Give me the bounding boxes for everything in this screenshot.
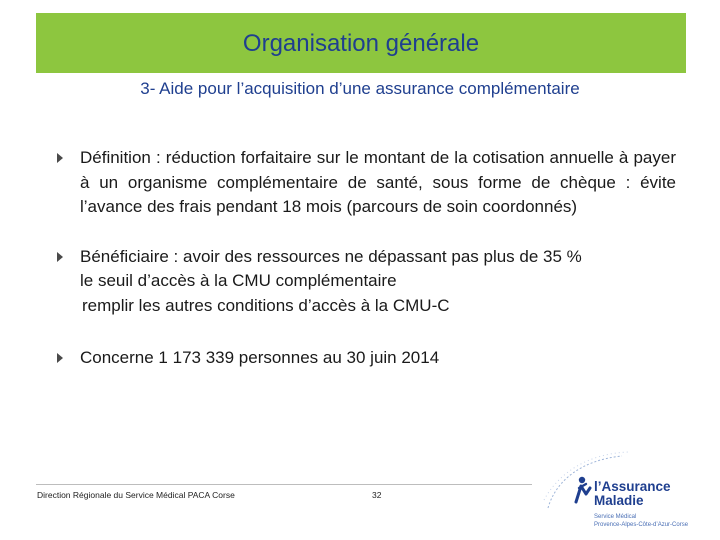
footer-organization: Direction Régionale du Service Médical PACA Corse [37,490,235,500]
section-subtitle: 3- Aide pour l’acquisition d’une assurance complémentaire [140,79,580,98]
bullet-beneficiaire-line-3: remplir les autres conditions d’accès à la CMU-C [82,295,450,315]
logo-service-line-1: Service Médical [594,514,637,520]
bullet-concerne-text: Concerne 1 173 339 personnes au 30 juin 2014 [80,348,440,367]
logo-service-line-2: Provence-Alpes-Côte-d’Azur-Corse [594,521,689,528]
logo-service-text [594,514,688,529]
bullet-list [56,146,676,371]
logo-name-line-1: l’Assurance [594,479,671,494]
assurance-maladie-logo [542,450,712,534]
bullet-beneficiaire-line-1: Bénéficiaire : avoir des ressources ne dépassant pas plus de 35 % [80,246,582,266]
page-title: Organisation générale [242,30,480,57]
bullet-definition-text: Définition : réduction forfaitaire sur le montant de la cotisation annuelle à payer à un organisme complémentaire de santé, sous forme de chèque : évite l’avance des frais pendant 18 mois (parcours de soin coordonnés) [80,148,676,216]
footer-divider [36,484,532,485]
logo-name-line-2: Maladie [594,493,644,508]
page-number: 32 [372,490,382,500]
logo-name [594,480,671,508]
bullet-beneficiaire [56,245,676,319]
bullet-beneficiaire-line-2: le seuil d’accès à la CMU complémentaire [80,271,397,290]
triangle-bullet-icon [57,153,63,163]
triangle-bullet-icon [57,353,63,363]
triangle-bullet-icon [57,252,63,262]
bullet-concerne [56,346,676,371]
bullet-definition [56,146,676,220]
